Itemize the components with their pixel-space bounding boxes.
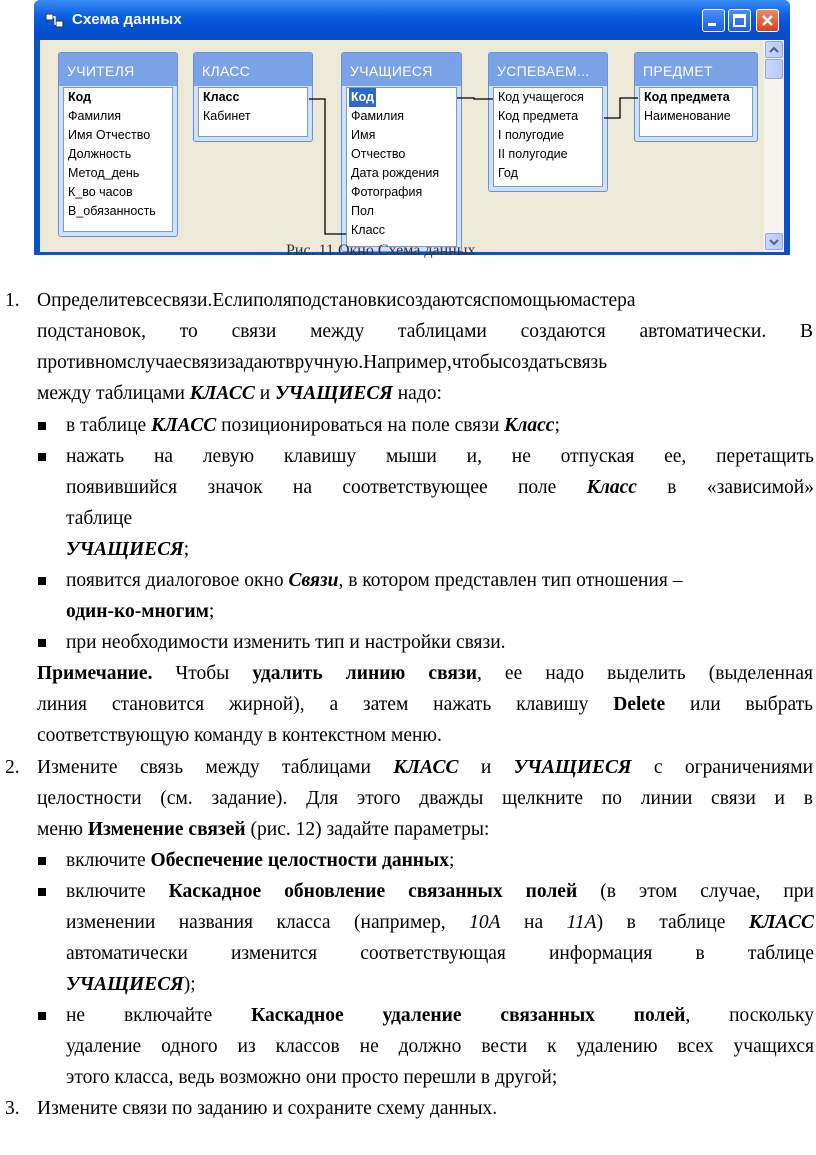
word: создаются xyxy=(520,321,606,342)
word: автоматически. xyxy=(639,321,767,342)
word: все xyxy=(135,290,163,311)
text-line xyxy=(66,534,814,565)
text-span: с ограничениями xyxy=(631,757,814,778)
field[interactable]: Код xyxy=(68,90,92,104)
word: связь xyxy=(563,352,608,373)
word: помощью xyxy=(490,290,571,311)
field[interactable]: Имя xyxy=(351,128,376,142)
text-span: ; xyxy=(554,415,560,436)
field[interactable]: Дата рождения xyxy=(351,166,440,180)
figure-caption xyxy=(0,242,816,260)
text-line: при необходимости изменить тип и настройки связи. xyxy=(66,632,506,653)
bullet-7 xyxy=(66,1000,814,1093)
word: связи. xyxy=(162,290,213,311)
vertical-scrollbar[interactable] xyxy=(764,40,784,252)
text-span: КЛАСС xyxy=(748,912,815,933)
text-line: соответствующую команду в контекстном меню. xyxy=(37,725,442,746)
schema-canvas[interactable] xyxy=(40,40,764,252)
text-span: , в котором представлен тип отношения – xyxy=(338,570,683,591)
text-line xyxy=(37,378,813,409)
paragraph-2 xyxy=(37,752,813,845)
word: создаются xyxy=(396,290,482,311)
word: ее, xyxy=(664,446,687,467)
word: перетащить xyxy=(716,446,814,467)
table-name: ПРЕДМЕТ xyxy=(643,63,713,79)
bullet-2 xyxy=(66,441,814,565)
text-span: УЧАЩИЕСЯ xyxy=(275,383,393,404)
word: задают xyxy=(227,352,286,373)
field[interactable]: Код учащегося xyxy=(498,90,584,104)
text-line xyxy=(66,969,814,1000)
text-span: Каскадное удаление связанных полей xyxy=(251,1005,686,1026)
field-selected[interactable]: Код xyxy=(349,88,376,107)
word: Например, xyxy=(363,352,452,373)
list-number: 1. xyxy=(5,290,20,311)
text-line: целостности (см. задание). Для этого дважды щелкните по линии связи и в xyxy=(37,788,813,809)
text-line xyxy=(66,472,814,503)
bullet-icon xyxy=(38,453,46,461)
word: Определите xyxy=(37,290,136,311)
text-span: Класс xyxy=(586,477,637,498)
field[interactable]: Должность xyxy=(68,147,132,161)
text-span: Чтобы xyxy=(152,663,253,684)
word: подстановок, xyxy=(37,321,146,342)
text-span: Измените связь между таблицами xyxy=(37,757,394,778)
text-line xyxy=(37,316,813,347)
schema-app-icon xyxy=(46,14,64,28)
bullet-icon xyxy=(38,422,46,430)
text-line xyxy=(66,441,814,472)
word: между xyxy=(310,321,365,342)
maximize-button[interactable] xyxy=(728,9,751,32)
table-name: УЧАЩИЕСЯ xyxy=(350,63,433,79)
scroll-up-button[interactable] xyxy=(765,41,783,58)
text-line xyxy=(66,410,814,441)
word: отпуская xyxy=(560,446,635,467)
text-span: меню xyxy=(37,819,88,840)
text-line: автоматически изменится соответствующая информация в таблице xyxy=(66,943,814,964)
text-span: один-ко-многим xyxy=(66,601,209,622)
bullet-icon xyxy=(38,1012,46,1020)
field[interactable]: Класс xyxy=(203,90,240,104)
maximize-icon xyxy=(729,10,750,31)
bullet-6 xyxy=(66,876,814,1000)
text-span: позиционироваться на поле связи xyxy=(216,415,505,436)
text-span: УЧАЩИЕСЯ xyxy=(513,757,632,778)
text-span: ) в таблице xyxy=(596,912,749,933)
text-line xyxy=(66,845,814,876)
text-span: 10А xyxy=(469,912,501,933)
word: Если xyxy=(212,290,254,311)
close-icon xyxy=(757,10,778,31)
text-span: и xyxy=(458,757,514,778)
field[interactable]: II полугодие xyxy=(498,147,568,161)
bullet-icon xyxy=(38,639,46,647)
word: противном xyxy=(37,352,127,373)
word: В xyxy=(799,321,813,342)
relation-students-progress xyxy=(457,98,493,99)
text-line xyxy=(37,347,813,378)
word: мастера xyxy=(570,290,636,311)
text-span: , поскольку xyxy=(685,1005,814,1026)
field[interactable]: Имя Отчество xyxy=(68,128,151,142)
table-name: УСПЕВАЕМ... xyxy=(497,63,590,79)
word: вручную. xyxy=(285,352,364,373)
text-line xyxy=(37,658,813,689)
table-name: КЛАСС xyxy=(202,63,251,79)
word: на xyxy=(153,446,174,467)
text-span: надо: xyxy=(392,383,442,404)
field[interactable]: Метод_день xyxy=(68,166,140,180)
field[interactable]: Фотография xyxy=(351,185,423,199)
text-span: между таблицами xyxy=(37,383,190,404)
field[interactable]: Код предмета xyxy=(498,109,579,123)
text-span: включите xyxy=(66,881,169,902)
text-span: удалить линию связи xyxy=(252,663,477,684)
table-name: УЧИТЕЛЯ xyxy=(67,63,135,79)
arrow-up-icon xyxy=(766,42,782,57)
word: связи xyxy=(182,352,228,373)
field[interactable]: К_во часов xyxy=(68,185,133,199)
field[interactable]: Код предмета xyxy=(644,90,730,104)
text-span: не включайте xyxy=(66,1005,252,1026)
word: нажать xyxy=(66,446,125,467)
list-number: 3. xyxy=(5,1098,20,1119)
word: мыши xyxy=(385,446,437,467)
text-line xyxy=(37,752,813,783)
text-span: линия становится жирной), а затем нажать клавишу xyxy=(37,694,614,715)
field[interactable]: Класс xyxy=(351,223,386,237)
text-span xyxy=(37,316,813,347)
scroll-down-button[interactable] xyxy=(765,233,783,250)
word: таблицами xyxy=(397,321,487,342)
field[interactable]: Фамилия xyxy=(351,109,405,123)
word: чтобы xyxy=(451,352,503,373)
text-span: Обеспечение целостности данных xyxy=(150,850,450,871)
word: связи xyxy=(231,321,277,342)
text-span: изменении названия класса (например, xyxy=(66,912,470,933)
text-span: ; xyxy=(449,850,455,871)
text-line: удаление одного из классов не должно вести к удалению всех учащихся xyxy=(66,1036,814,1057)
schema-window xyxy=(34,0,790,255)
window-title: Схема данных xyxy=(72,11,182,28)
field[interactable]: Кабинет xyxy=(203,109,251,123)
field[interactable]: I полугодие xyxy=(498,128,565,142)
field[interactable]: Фамилия xyxy=(68,109,122,123)
bullet-icon xyxy=(38,857,46,865)
text-line xyxy=(66,907,814,938)
word: случае xyxy=(127,352,183,373)
text-line: Измените связи по заданию и сохраните схему данных. xyxy=(37,1098,498,1119)
text-span: ); xyxy=(183,974,196,995)
text-span: или выбрать xyxy=(665,694,814,715)
relation-class-students xyxy=(309,99,346,234)
field[interactable]: Наименование xyxy=(644,109,731,123)
text-line: этого класса, ведь возможно они просто перешли в другой; xyxy=(66,1067,558,1088)
text-span: КЛАСС xyxy=(189,383,255,404)
text-span: ; xyxy=(183,539,190,560)
arrow-down-icon xyxy=(766,234,782,249)
text-span xyxy=(66,441,814,472)
bullet-icon xyxy=(38,888,46,896)
text-span: в таблице xyxy=(66,415,152,436)
text-span: УЧАЩИЕСЯ xyxy=(66,974,184,995)
word: то xyxy=(179,321,198,342)
field[interactable]: Год xyxy=(498,166,518,180)
text-span: КЛАСС xyxy=(151,415,217,436)
text-line: таблице xyxy=(66,508,133,529)
field[interactable]: Отчество xyxy=(351,147,406,161)
word: с xyxy=(481,290,491,311)
bullet-1 xyxy=(66,410,814,441)
text-line xyxy=(66,565,814,596)
text-line xyxy=(66,876,814,907)
relationship-lines xyxy=(40,40,764,252)
word: левую xyxy=(202,446,255,467)
bullet-4 xyxy=(66,627,814,658)
word: поля xyxy=(253,290,292,311)
text-line xyxy=(66,596,814,627)
text-span: Каскадное обновление связанных полей xyxy=(168,881,578,902)
scroll-thumb[interactable] xyxy=(765,59,783,79)
minimize-button[interactable] xyxy=(702,9,725,32)
bullet-icon xyxy=(38,577,46,585)
text-line xyxy=(37,285,813,316)
text-span: , ее надо выделить (выделенная xyxy=(476,663,813,684)
field[interactable]: В_обязанность xyxy=(68,204,156,218)
text-span: включите xyxy=(66,850,151,871)
text-span: в «зависимой» xyxy=(636,477,814,498)
text-span: 11А xyxy=(566,912,597,933)
minimize-icon xyxy=(703,10,724,31)
text-span: Delete xyxy=(613,694,666,715)
text-line xyxy=(37,814,813,845)
text-span: УЧАЩИЕСЯ xyxy=(66,539,184,560)
text-span: появится диалоговое окно xyxy=(66,570,289,591)
text-span: Класс xyxy=(504,415,555,436)
paragraph-3 xyxy=(37,1093,813,1124)
text-span: Изменение связей xyxy=(87,819,246,840)
caption-text: Рис. 11 Окно Схема данных xyxy=(286,242,476,259)
text-span: ; xyxy=(208,601,215,622)
word: создать xyxy=(502,352,564,373)
text-line xyxy=(37,689,813,720)
word: клавишу xyxy=(283,446,357,467)
relation-progress-subject xyxy=(604,98,638,118)
text-span: на xyxy=(500,912,567,933)
title-bar[interactable] xyxy=(34,0,790,40)
text-span: появившийся значок на соответствующее поле xyxy=(66,477,587,498)
word: подстановки xyxy=(291,290,397,311)
bullet-3 xyxy=(66,565,814,627)
list-number: 2. xyxy=(5,757,20,778)
text-span: (в этом случае, при xyxy=(577,881,814,902)
paragraph-1 xyxy=(37,285,813,409)
field[interactable]: Пол xyxy=(351,204,374,218)
bullet-5 xyxy=(66,845,814,876)
text-span: КЛАСС xyxy=(393,757,459,778)
text-span: и xyxy=(254,383,276,404)
note-paragraph xyxy=(37,658,813,751)
text-line xyxy=(66,1000,814,1031)
text-span: (рис. 12) задайте параметры: xyxy=(245,819,490,840)
word: и, xyxy=(466,446,482,467)
word: не xyxy=(511,446,531,467)
text-span: Примечание. xyxy=(37,663,153,684)
text-span: Связи xyxy=(288,570,339,591)
close-button[interactable] xyxy=(756,9,779,32)
